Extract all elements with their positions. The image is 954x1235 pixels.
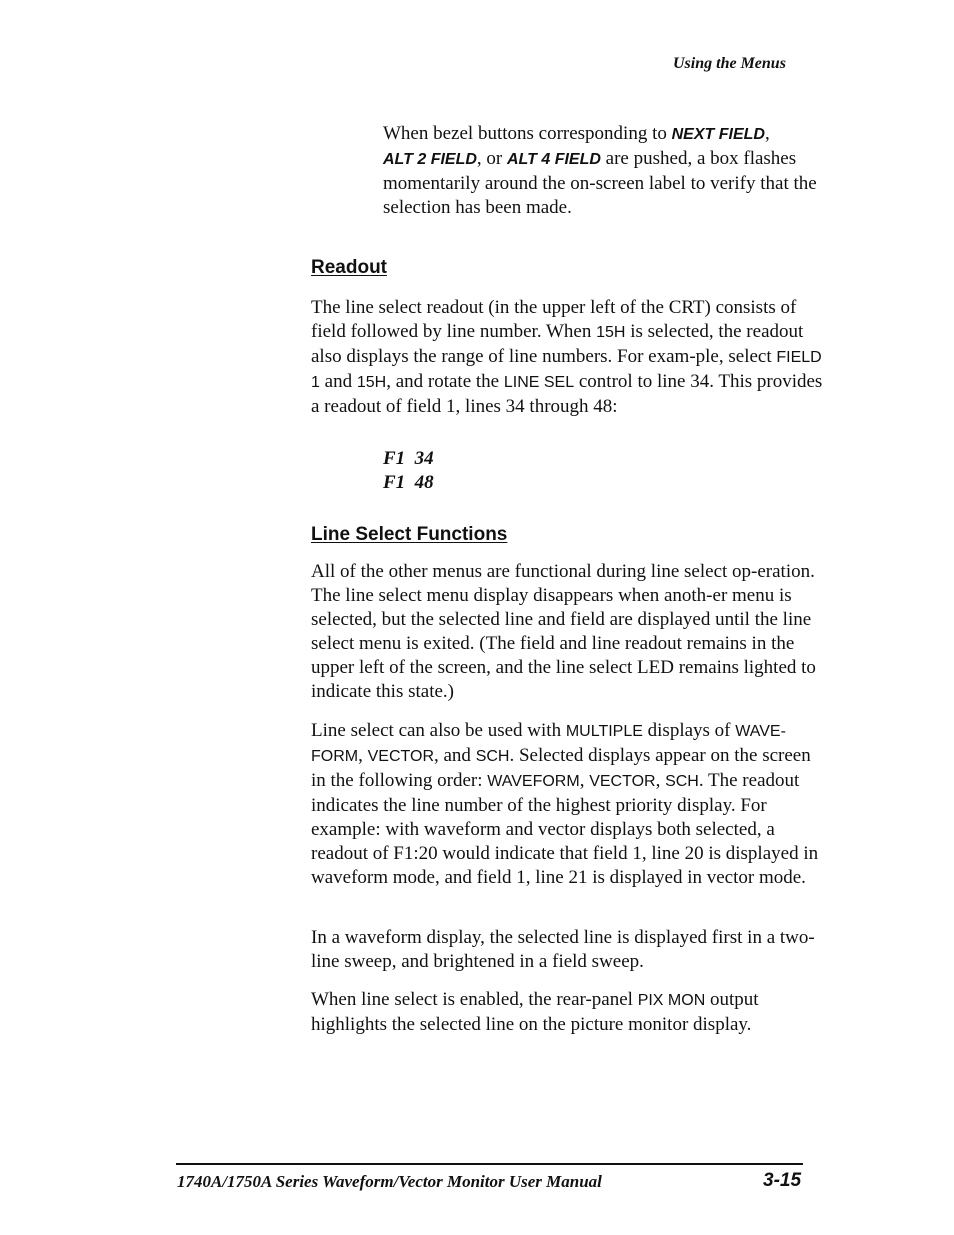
paragraph-text: Line select can also be used with bbox=[311, 720, 566, 741]
control-label: LINE SEL bbox=[503, 374, 575, 391]
paragraph-text: , bbox=[358, 745, 368, 766]
line-select-paragraph-3: In a waveform display, the selected line is displayed first in a two-line sweep, and brightened in a field sweep. bbox=[311, 927, 815, 972]
control-label: MULTIPLE bbox=[565, 723, 643, 740]
readout-text: control to line 34. This provides a readout of field 1, lines 34 through 48: bbox=[311, 371, 823, 417]
line-select-paragraph-1: All of the other menus are functional during line select op-eration. The line select menu display disappears when anoth-er menu is selected, but the selected line and field are displayed until the line select menu is exited. (The field and line readout remains in the upper left of the screen, and the line select LED remains lighted to indicate this state.) bbox=[311, 561, 816, 702]
paragraph-text: , bbox=[579, 770, 590, 791]
readout-text: and bbox=[319, 371, 357, 392]
readout-text: , and rotate the bbox=[386, 371, 504, 392]
control-label: VECTOR bbox=[367, 748, 434, 765]
paragraph-text: output highlights the selected line on the picture monitor display. bbox=[311, 989, 759, 1035]
readout-text: is selected, the readout also displays the range of line numbers. For exam-ple, select bbox=[311, 321, 804, 367]
control-label: PIX MON bbox=[637, 992, 706, 1009]
control-label: WAVE-FORM bbox=[311, 723, 786, 765]
control-label: SCH bbox=[665, 773, 699, 790]
control-label: FIELD 1 bbox=[311, 349, 822, 391]
control-label: 15H bbox=[596, 324, 626, 341]
control-label: SCH bbox=[475, 748, 510, 765]
paragraph-text: , and bbox=[434, 745, 476, 766]
intro-text: are pushed, a box flashes momentarily around the on-screen label to verify that the selection has been made. bbox=[383, 148, 817, 218]
readout-example-line-2: F1 48 bbox=[383, 472, 434, 493]
control-label: 15H bbox=[356, 374, 387, 391]
footer-page-number: 3-15 bbox=[763, 1170, 802, 1191]
intro-text: , bbox=[764, 123, 770, 144]
section-heading-readout: Readout bbox=[311, 257, 387, 278]
intro-text: When bezel buttons corresponding to bbox=[383, 123, 672, 144]
paragraph-text: . The readout indicates the line number of the highest priority display. For example: with waveform and vector displays both selected, a readout of F1:20 would indicate that field 1, line 20 is displayed in waveform mode, and field 1, line 21 is displayed in vector mode. bbox=[311, 770, 819, 888]
readout-example-line-1: F1 34 bbox=[383, 448, 434, 469]
footer-manual-title: 1740A/1750A Series Waveform/Vector Monitor User Manual bbox=[177, 1172, 602, 1191]
paragraph-text: , bbox=[655, 770, 666, 791]
alt2-field-label: ALT 2 FIELD bbox=[383, 151, 477, 168]
alt4-field-label: ALT 4 FIELD bbox=[507, 151, 601, 168]
paragraph-text: When line select is enabled, the rear-panel bbox=[311, 989, 638, 1010]
next-field-label: NEXT FIELD bbox=[671, 126, 765, 143]
readout-text: The line select readout (in the upper left of the CRT) consists of field followed by line number. When bbox=[311, 297, 797, 342]
control-label: VECTOR bbox=[589, 773, 656, 790]
line-select-paragraph-4 bbox=[311, 988, 826, 1037]
running-head: Using the Menus bbox=[673, 55, 786, 72]
section-heading-line-select-functions: Line Select Functions bbox=[311, 524, 508, 545]
intro-text: , or bbox=[476, 148, 507, 169]
paragraph-text: . Selected displays appear on the screen in the following order: bbox=[311, 745, 811, 791]
paragraph-text: displays of bbox=[642, 720, 736, 741]
intro-paragraph bbox=[383, 122, 823, 220]
line-select-paragraph-2 bbox=[311, 719, 826, 890]
readout-paragraph bbox=[311, 296, 826, 419]
control-label: WAVEFORM bbox=[487, 773, 580, 790]
footer-rule bbox=[176, 1163, 803, 1165]
